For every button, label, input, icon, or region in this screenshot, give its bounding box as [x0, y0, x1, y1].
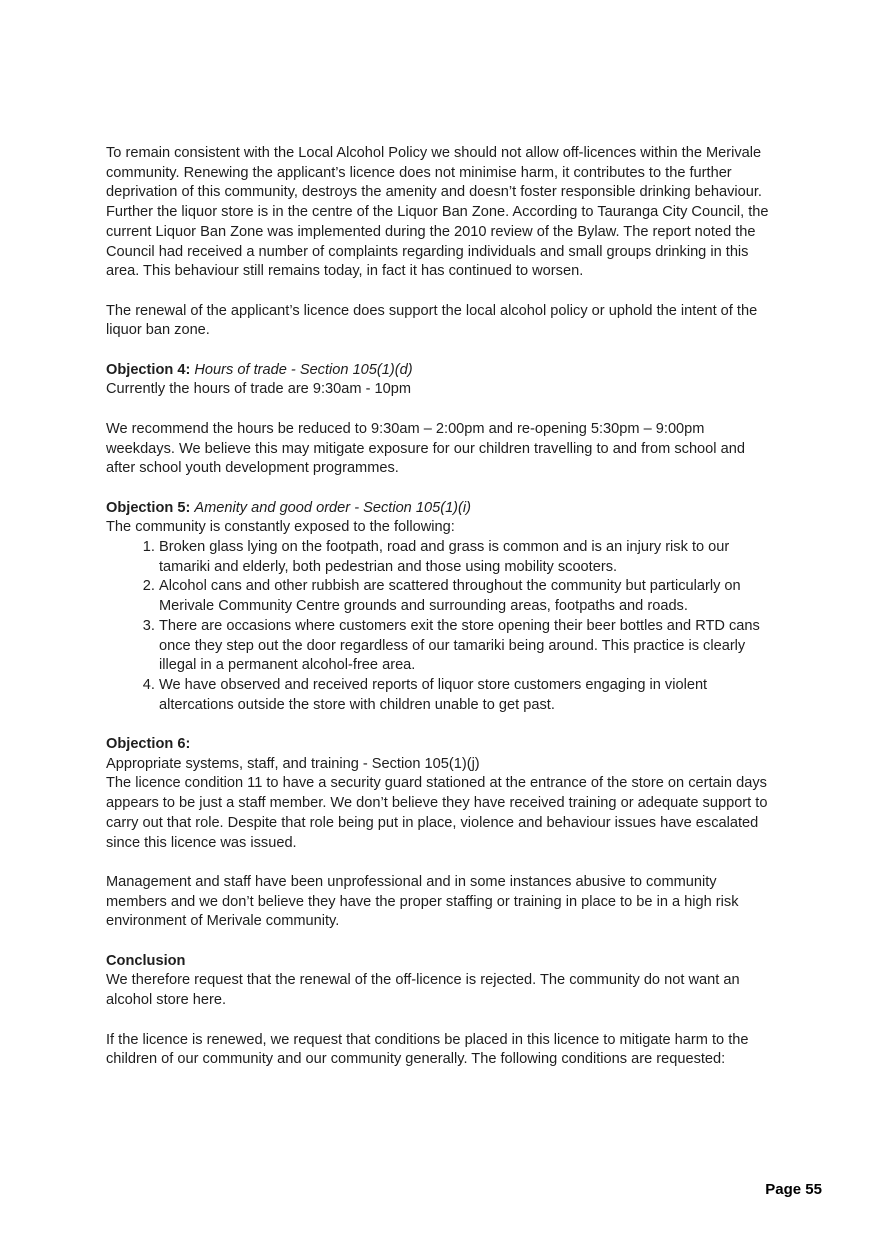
- list-item: 1. Broken glass lying on the footpath, road and grass is common and is an injury risk to our tamariki and elderly, both pedestrian and those using mobility scooters.: [159, 538, 774, 577]
- objection-5-title: Amenity and good order - Section 105(1)(i): [194, 499, 472, 516]
- objection-6-heading: [106, 735, 774, 755]
- objection-6-title: Appropriate systems, staff, and training - Section 105(1)(j): [106, 755, 480, 772]
- page-number: Page 55: [765, 1181, 822, 1198]
- conclusion-paragraph-conditions: If the licence is renewed, we request that conditions be placed in this licence to mitigate harm to the children of our community and our community generally. The following conditions are requested:: [106, 1031, 749, 1068]
- paragraph-renewal-support: The renewal of the applicant’s licence does support the local alcohol policy or uphold the intent of the liquor ban zone.: [106, 302, 758, 339]
- conclusion-paragraph-reject: We therefore request that the renewal of the off-licence is rejected. The community do not want an alcohol store here.: [106, 972, 740, 1009]
- objection-6-label: Objection 6:: [106, 736, 191, 753]
- document-body: [106, 144, 774, 1070]
- objection-4-heading: [106, 361, 774, 381]
- list-item: 3. There are occasions where customers exit the store opening their beer bottles and RTD cans once they step out the door regardless of our tamariki being around. This practice is clearly illegal in a permanent alcohol-free area.: [159, 617, 774, 676]
- objection-4-title: Hours of trade - Section 105(1)(d): [194, 361, 413, 378]
- list-item: 2. Alcohol cans and other rubbish are scattered throughout the community but particularly on Merivale Community Centre grounds and surrounding areas, footpaths and roads.: [159, 577, 774, 616]
- objection-6-paragraph-management: Management and staff have been unprofessional and in some instances abusive to community members and we don’t believe they have the proper staffing or training in place to be in a high risk environment of Merivale community.: [106, 873, 739, 930]
- conclusion-heading: Conclusion: [106, 952, 186, 969]
- objection-5-intro: The community is constantly exposed to the following:: [106, 519, 455, 536]
- objection-4-label: Objection 4:: [106, 361, 191, 378]
- objection-5-label: Objection 5:: [106, 499, 191, 516]
- objection-5-heading: [106, 499, 774, 519]
- paragraph-lap-consistency: To remain consistent with the Local Alcohol Policy we should not allow off-licences within the Merivale community. Renewing the applicant’s licence does not minimise harm, it contributes to the further deprivation of this community, destroys the amenity and doesn’t foster responsible drinking behaviour.: [106, 145, 762, 201]
- objection-4-hours-line: Currently the hours of trade are 9:30am - 10pm: [106, 381, 412, 398]
- objection-5-list: [106, 538, 774, 715]
- list-item: 4. We have observed and received reports of liquor store customers engaging in violent altercations outside the store with children unable to get past.: [159, 676, 774, 715]
- paragraph-liquor-ban-zone: Further the liquor store is in the centre of the Liquor Ban Zone. According to Tauranga City Council, the current Liquor Ban Zone was implemented during the 2010 review of the Bylaw. The report noted the Council had received a number of complaints regarding individuals and small groups drinking in this area. This behaviour still remains today, in fact it has continued to worsen.: [106, 204, 769, 280]
- objection-4-recommendation: We recommend the hours be reduced to 9:30am – 2:00pm and re-opening 5:30pm – 9:00pm weekdays. We believe this may mitigate exposure for our children travelling to and from school and after school youth development programmes.: [106, 420, 745, 477]
- objection-6-paragraph-security: The licence condition 11 to have a security guard stationed at the entrance of the store on certain days appears to be just a staff member. We don’t believe they have received training or adequate support to carry out that role. Despite that role being put in place, violence and behaviour issues have escalated since this licence was issued.: [106, 775, 768, 851]
